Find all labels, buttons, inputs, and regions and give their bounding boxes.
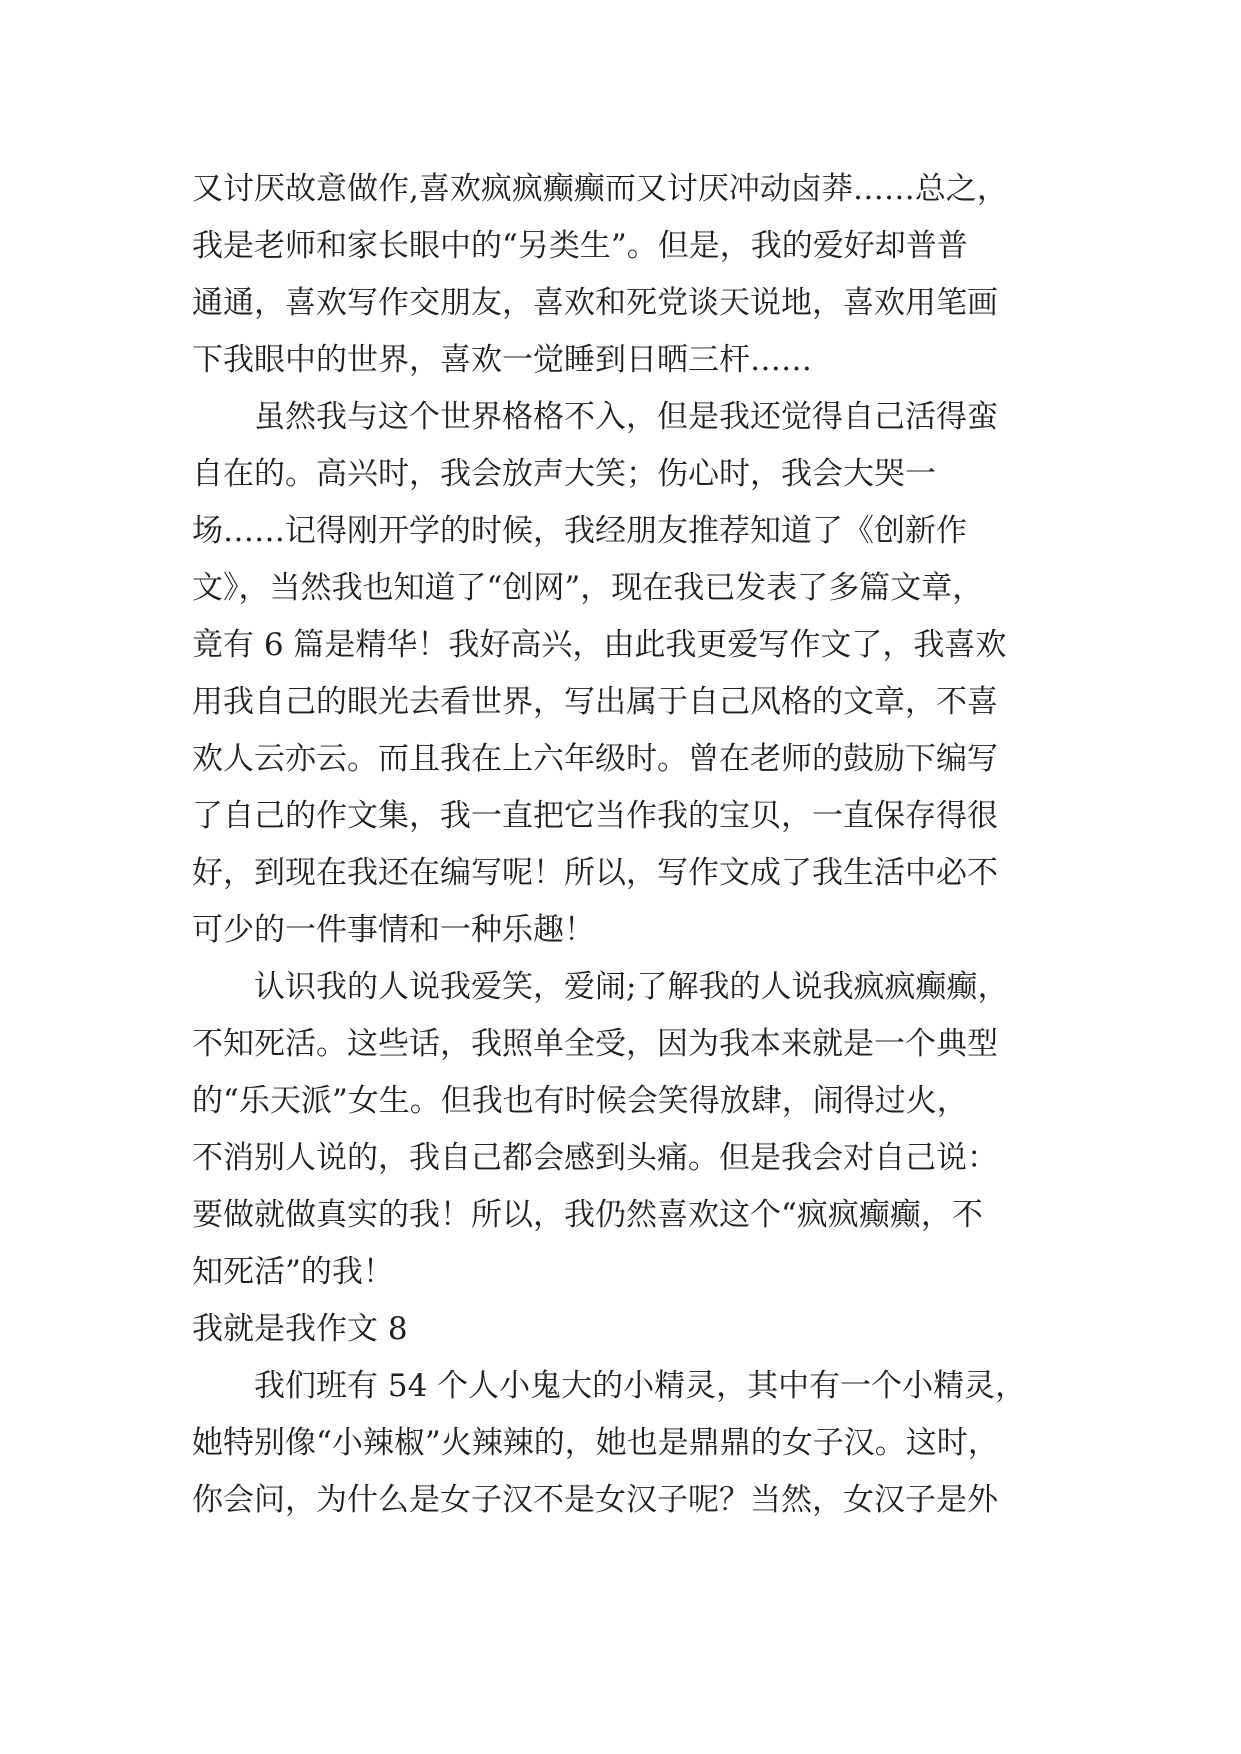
text-line: 通通，喜欢写作交朋友，喜欢和死党谈天说地，喜欢用笔画	[192, 285, 998, 321]
text-line: 我是老师和家长眼中的“另类生”。但是，我的爱好却普普	[192, 228, 968, 264]
text-line: 欢人云亦云。而且我在上六年级时。曾在老师的鼓励下编写	[192, 741, 998, 777]
text-line: 自在的。高兴时，我会放声大笑；伤心时，我会大哭一	[192, 456, 936, 492]
paragraph-first-line: 我们班有 54 个人小鬼大的小精灵，其中有一个小精灵，	[254, 1368, 1027, 1404]
text-line: 可少的一件事情和一种乐趣！	[192, 912, 595, 948]
text-line: 又讨厌故意做作,喜欢疯疯癫癫而又讨厌冲动卤莽……总之，	[192, 171, 1008, 207]
paragraph-first-line: 认识我的人说我爱笑，爱闹;了解我的人说我疯疯癫癫，	[254, 969, 1009, 1005]
text-line: 文》，当然我也知道了“创网”，现在我已发表了多篇文章，	[192, 570, 984, 606]
text-line: 你会问，为什么是女子汉不是女汉子呢？当然，女汉子是外	[192, 1482, 998, 1518]
text-line: 要做就做真实的我！所以，我仍然喜欢这个“疯疯癫癫，不	[192, 1197, 983, 1233]
text-line: 好，到现在我还在编写呢！所以，写作文成了我生活中必不	[192, 855, 998, 891]
text-line: 下我眼中的世界，喜欢一觉睡到日晒三杆……	[192, 342, 812, 378]
paragraph-first-line: 虽然我与这个世界格格不入，但是我还觉得自己活得蛮	[254, 399, 998, 435]
text-line: 场……记得刚开学的时候，我经朋友推荐知道了《创新作	[192, 513, 967, 549]
text-line: 她特别像“小辣椒”火辣辣的，她也是鼎鼎的女子汉。这时，	[192, 1425, 999, 1461]
text-line: 不消别人说的，我自己都会感到头痛。但是我会对自己说：	[192, 1140, 998, 1176]
text-line: 了自己的作文集，我一直把它当作我的宝贝，一直保存得很	[192, 798, 998, 834]
section-heading: 我就是我作文 8	[192, 1311, 408, 1347]
text-line: 知死活”的我！	[192, 1254, 394, 1290]
text-line: 竟有 6 篇是精华！我好高兴，由此我更爱写作文了，我喜欢	[192, 627, 1007, 663]
text-line: 用我自己的眼光去看世界，写出属于自己风格的文章，不喜	[192, 684, 998, 720]
text-line: 的“乐天派”女生。但我也有时候会笑得放肆，闹得过火，	[192, 1083, 968, 1119]
text-line: 不知死活。这些话，我照单全受，因为我本来就是一个典型	[192, 1026, 998, 1062]
